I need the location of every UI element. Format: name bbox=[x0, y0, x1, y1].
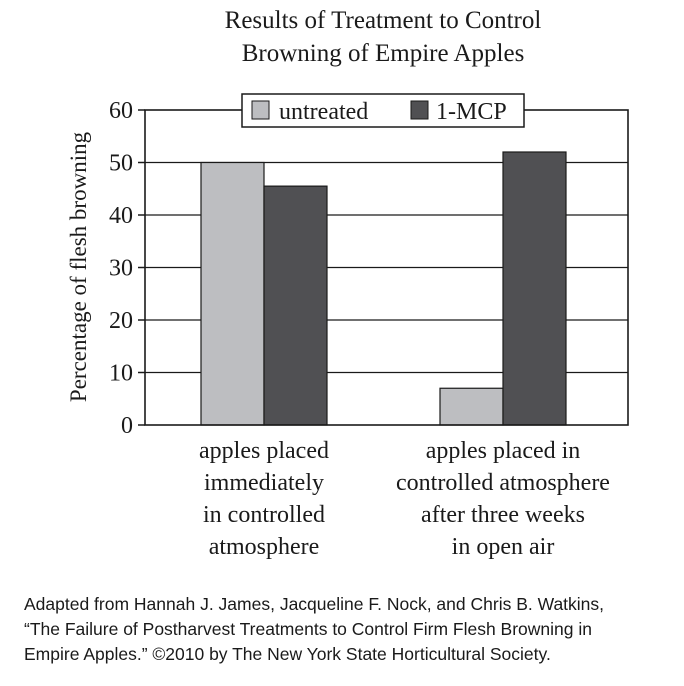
caption-line-2: “The Failure of Postharvest Treatments to Control Firm Flesh Browning in bbox=[24, 619, 592, 639]
category-label-2-line-1: apples placed in bbox=[425, 438, 581, 464]
bar-untreated-category-1 bbox=[201, 163, 264, 426]
bar-1-mcp-category-1 bbox=[264, 186, 327, 425]
legend bbox=[242, 94, 524, 127]
y-axis-label: Percentage of flesh browning bbox=[66, 131, 91, 403]
category-label-1-line-2: immediately bbox=[204, 470, 324, 496]
legend-label-1-mcp: 1-MCP bbox=[436, 99, 507, 125]
caption-line-1: Adapted from Hannah J. James, Jacqueline F. Nock, and Chris B. Watkins, bbox=[24, 594, 605, 614]
category-label-1-line-1: apples placed bbox=[199, 438, 329, 464]
category-label-1-line-4: atmosphere bbox=[208, 534, 320, 560]
category-label-1-line-3: in controlled bbox=[203, 502, 325, 528]
source-caption bbox=[24, 592, 674, 667]
y-tick-label-40: 40 bbox=[109, 203, 133, 229]
y-tick-label-0: 0 bbox=[121, 413, 133, 439]
legend-swatch-1-mcp bbox=[411, 101, 428, 119]
chart-title-line-1: Results of Treatment to Control bbox=[224, 7, 542, 34]
y-tick-label-30: 30 bbox=[109, 255, 133, 282]
chart-title-line-2: Browning of Empire Apples bbox=[241, 40, 525, 67]
category-label-2-line-3: after three weeks bbox=[421, 502, 585, 528]
legend-swatch-untreated bbox=[252, 101, 269, 119]
y-tick-label-50: 50 bbox=[109, 150, 133, 177]
caption-line-3: Empire Apples.” ©2010 by The New York State Horticultural Society. bbox=[24, 644, 551, 664]
legend-label-untreated: untreated bbox=[279, 99, 369, 125]
y-tick-label-60: 60 bbox=[109, 98, 133, 124]
y-tick-label-10: 10 bbox=[109, 360, 133, 387]
category-label-1 bbox=[199, 438, 329, 560]
category-label-2-line-2: controlled atmosphere bbox=[396, 470, 610, 496]
bar-untreated-category-2 bbox=[440, 388, 503, 425]
category-label-2 bbox=[396, 438, 610, 560]
y-tick-label-20: 20 bbox=[109, 308, 133, 334]
bars bbox=[201, 152, 566, 425]
category-label-2-line-4: in open air bbox=[451, 534, 555, 560]
bar-1-mcp-category-2 bbox=[503, 152, 566, 425]
y-axis-ticks bbox=[109, 98, 145, 439]
